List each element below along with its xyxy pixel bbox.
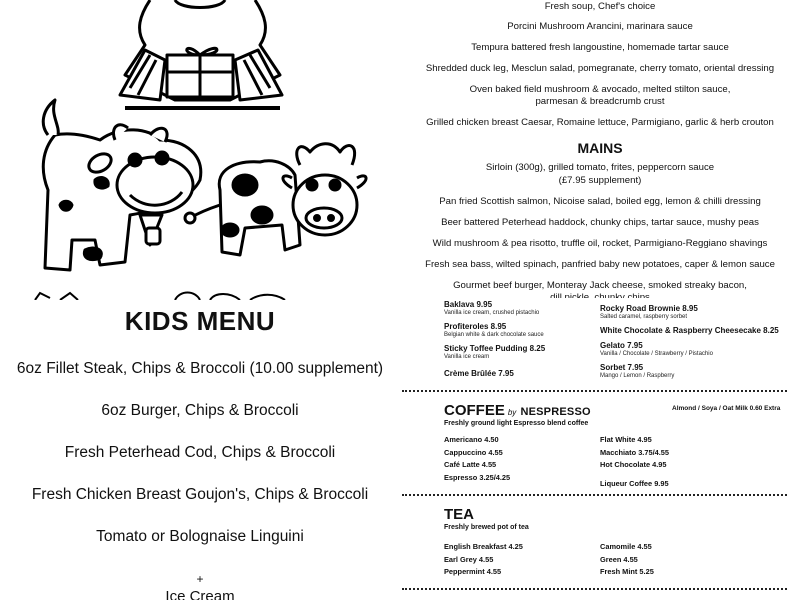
section-divider — [402, 588, 787, 590]
liqueur-coffee — [600, 479, 669, 492]
dessert-name: White Chocolate & Raspberry Cheesecake 8.25 — [600, 326, 779, 335]
tea-title: TEA — [444, 506, 474, 523]
dessert-description: Mango / Lemon / Raspberry — [600, 373, 675, 379]
dessert-description: Vanilla ice cream — [444, 354, 490, 360]
dessert-name: Crème Brûlée 7.95 — [444, 369, 514, 378]
main-item: Beer battered Peterhead haddock, chunky chips, tartar sauce, mushy peas — [441, 217, 759, 228]
main-item: Pan fried Scottish salmon, Nicoise salad, boiled egg, lemon & chilli dressing — [439, 196, 761, 207]
starter-item: Tempura battered fresh langoustine, homemade tartar sauce — [471, 42, 729, 53]
tea-item: English Breakfast 4.25 — [444, 542, 523, 551]
coffee-item: Cappuccino 4.55 — [444, 447, 503, 457]
coffee-item: Flat White 4.95 — [600, 435, 652, 444]
coffee-item: Hot Chocolate 4.95 — [600, 460, 667, 469]
milk-note: Almond / Soya / Oat Milk 0.60 Extra — [672, 405, 781, 412]
decorative-border-icon — [35, 293, 285, 301]
tea-item: Earl Grey 4.55 — [444, 554, 494, 564]
main-item: Fresh sea bass, wilted spinach, panfried baby new potatoes, caper & lemon sauce — [425, 259, 775, 270]
main-item: Gourmet beef burger, Monteray Jack cheese, smoked streaky bacon, — [453, 280, 747, 291]
kids-menu-dessert: Ice Cream — [165, 588, 235, 600]
kids-menu-item: Fresh Chicken Breast Goujon's, Chips & Broccoli — [31, 486, 369, 503]
dessert-name: Baklava 9.95 — [444, 300, 493, 309]
tea-item: Green 4.55 — [600, 554, 638, 564]
section-divider — [402, 390, 787, 392]
left-cow-icon — [43, 100, 201, 270]
coffee-by-label: by — [507, 408, 517, 417]
dessert-name: Profiteroles 8.95 — [444, 322, 507, 331]
coffee-right-list — [600, 435, 669, 473]
dessert-name: Gelato 7.95 — [600, 341, 643, 350]
kids-menu-item: Fresh Peterhead Cod, Chips & Broccoli — [64, 444, 336, 461]
starter-item-continued: parmesan & breadcrumb crust — [535, 96, 665, 107]
dessert-description: Salted caramel, raspberry sorbet — [600, 314, 688, 320]
coffee-heading: COFFEE — [444, 402, 505, 419]
cow-illustration — [0, 0, 400, 300]
desserts-right-column — [600, 304, 779, 379]
tea-item: Fresh Mint 5.25 — [600, 567, 654, 576]
kids-menu-item: Tomato or Bolognaise Linguini — [96, 528, 304, 545]
main-item: Sirloin (300g), grilled tomato, frites, peppercorn sauce — [485, 162, 715, 173]
desserts-section — [400, 298, 800, 388]
right-cow-icon — [185, 144, 366, 255]
tea-right-list — [600, 542, 654, 580]
coffee-subtitle: Freshly ground light Espresso blend coffee — [444, 420, 589, 427]
desserts-left-column — [444, 300, 545, 378]
nespresso-logo: NESPRESSO — [520, 406, 591, 418]
main-item: Wild mushroom & pea risotto, truffle oil, rocket, Parmigiano-Reggiano shavings — [432, 238, 768, 249]
dessert-description: Vanilla ice cream, crushed pistachio — [444, 310, 540, 316]
dessert-description: Vanilla / Chocolate / Strawberry / Pistachio — [600, 351, 713, 357]
kids-menu-plus: + — [196, 572, 204, 586]
dessert-name: Sorbet 7.95 — [600, 363, 644, 372]
tea-subtitle: Freshly brewed pot of tea — [444, 524, 529, 531]
main-menu-page — [400, 0, 800, 600]
starter-item: Fresh soup, Chef's choice — [544, 1, 656, 12]
coffee-item: Espresso 3.25/4.25 — [444, 472, 511, 482]
coffee-item: Americano 4.50 — [444, 435, 499, 444]
mains-title: MAINS — [577, 140, 623, 156]
starter-item: Grilled chicken breast Caesar, Romaine lettuce, Parmigiano, garlic & herb crouton — [426, 117, 774, 128]
tea-item: Camomile 4.55 — [600, 542, 652, 551]
kids-menu-title: KIDS MENU — [124, 306, 276, 336]
coffee-left-list — [444, 435, 510, 485]
coffee-item: Café Latte 4.55 — [444, 460, 497, 469]
tea-item: Peppermint 4.55 — [444, 567, 502, 576]
tea-left-list — [444, 542, 523, 580]
coffee-title — [444, 402, 591, 419]
dessert-description: Belgian white & dark chocolate sauce — [444, 332, 544, 338]
dessert-name: Rocky Road Brownie 8.95 — [600, 304, 698, 313]
kids-menu-item: 6oz Fillet Steak, Chips & Broccoli (10.00 supplement) — [16, 360, 384, 377]
coffee-item: Liqueur Coffee 9.95 — [600, 479, 669, 488]
main-item-continued: (£7.95 supplement) — [558, 175, 642, 186]
dessert-name: Sticky Toffee Pudding 8.25 — [444, 344, 546, 353]
gift-character-icon — [120, 0, 282, 108]
starter-item: Porcini Mushroom Arancini, marinara sauce — [507, 21, 693, 32]
starter-item: Shredded duck leg, Mesclun salad, pomegranate, cherry tomato, oriental dressing — [425, 63, 775, 74]
starter-item: Oven baked field mushroom & avocado, melted stilton sauce, — [469, 84, 731, 95]
section-divider — [402, 494, 787, 496]
kids-menu-item: 6oz Burger, Chips & Broccoli — [101, 402, 299, 419]
coffee-item: Macchiato 3.75/4.55 — [600, 447, 670, 457]
